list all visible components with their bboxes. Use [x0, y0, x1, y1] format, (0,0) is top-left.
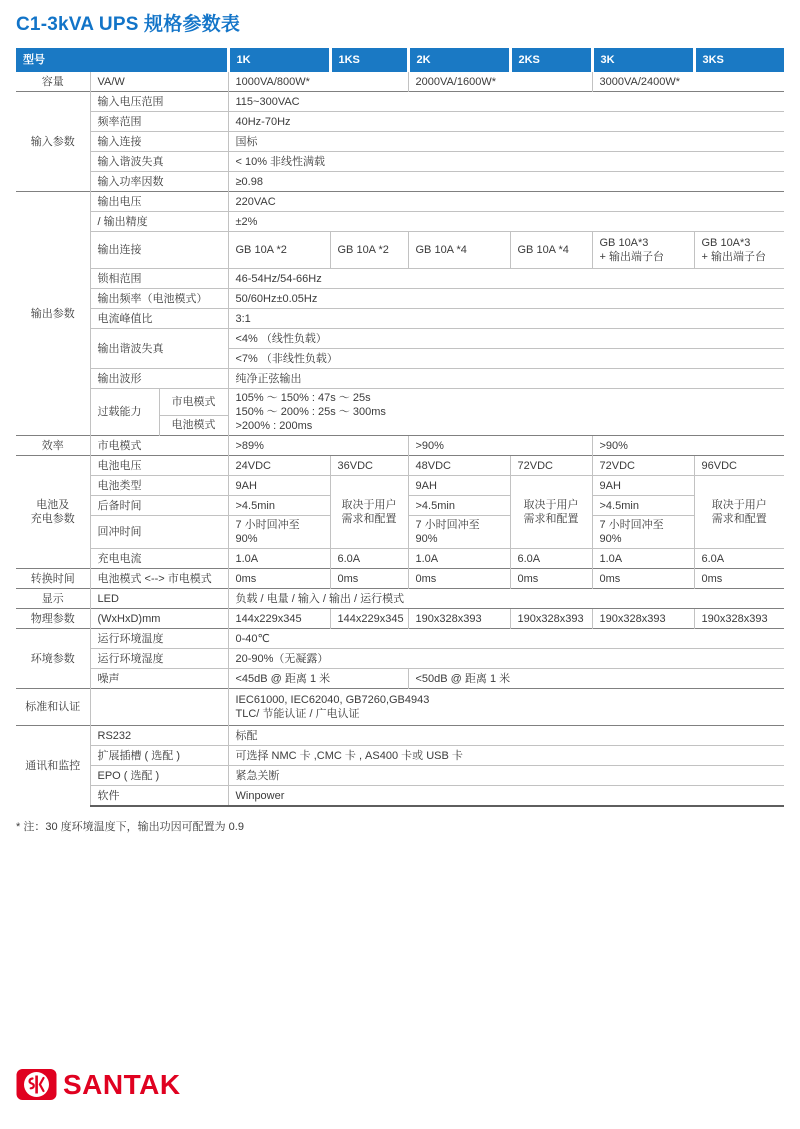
label-cell: 电池类型	[90, 476, 228, 496]
footnote: * 注：30 度环境温度下，输出功因可配置为 0.9	[16, 821, 244, 833]
cell-line: 取决于用户	[341, 499, 397, 511]
label-cell: 输出波形	[90, 369, 228, 389]
value-cell: 纯净正弦输出	[228, 369, 784, 389]
sublabel-cell: 市电模式	[159, 389, 228, 416]
value-cell: 2000VA/1600W*	[408, 72, 592, 92]
sublabel-cell	[330, 476, 408, 549]
santak-logo-wordmark: SANTAK	[63, 1068, 181, 1100]
value-cell: 190x328x393	[694, 609, 784, 629]
label-cell: VA/W	[90, 72, 228, 92]
model-column-header: 3K	[592, 48, 694, 72]
value-cell: 72VDC	[510, 456, 592, 476]
spec-table-body	[16, 48, 784, 806]
sublabel-cell: 电池模式	[159, 415, 228, 435]
category-cell: 标准和认证	[16, 689, 90, 726]
cell-line: 105% ～ 150% : 47s ～ 25s	[235, 392, 371, 404]
value-cell: 20-90%（无凝露）	[228, 649, 784, 669]
value-cell: GB 10A *4	[408, 232, 510, 269]
operating-temperature	[16, 629, 784, 649]
label-cell: 市电模式	[90, 436, 228, 456]
value-cell: 50/60Hz±0.05Hz	[228, 289, 784, 309]
standards-certification	[16, 689, 784, 726]
value-cell: >4.5min	[228, 496, 330, 516]
label-cell: 输出频率（电池模式）	[90, 289, 228, 309]
value-cell: >89%	[228, 436, 408, 456]
value-cell: 190x328x393	[592, 609, 694, 629]
value-cell: 72VDC	[592, 456, 694, 476]
label-cell: 充电电流	[90, 549, 228, 569]
value-cell: >4.5min	[408, 496, 510, 516]
expansion-slot	[16, 746, 784, 766]
battery-type	[16, 476, 784, 496]
label-cell: 输出连接	[90, 232, 228, 269]
value-cell: GB 10A *2	[228, 232, 330, 269]
cell-line: TLC/ 节能认证 / 广电认证	[235, 708, 360, 720]
category-output-params: 输出参数	[16, 192, 90, 436]
value-cell: <4% （线性负载）	[228, 329, 784, 349]
battery-voltage	[16, 456, 784, 476]
value-cell: 1.0A	[408, 549, 510, 569]
value-cell	[592, 232, 694, 269]
output-waveform	[16, 369, 784, 389]
output-voltage	[16, 192, 784, 212]
value-cell: <45dB @ 距离 1 米	[228, 669, 408, 689]
value-cell: 标配	[228, 726, 784, 746]
value-cell: GB 10A *4	[510, 232, 592, 269]
value-cell: 46-54Hz/54-66Hz	[228, 269, 784, 289]
value-cell: 0ms	[228, 569, 330, 589]
value-cell: 0ms	[330, 569, 408, 589]
label-cell: 电流峰值比	[90, 309, 228, 329]
sublabel-cell	[510, 476, 592, 549]
value-cell: 0ms	[510, 569, 592, 589]
display-led	[16, 589, 784, 609]
label-cell: 输出谐波失真	[90, 329, 228, 369]
model-column-header: 2K	[408, 48, 510, 72]
value-cell: < 10% 非线性满载	[228, 152, 784, 172]
cell-line: GB 10A*3	[701, 237, 751, 249]
physical-dimensions	[16, 609, 784, 629]
label-cell: 运行环境温度	[90, 629, 228, 649]
label-cell: 输入谐波失真	[90, 152, 228, 172]
noise	[16, 669, 784, 689]
value-cell: 1000VA/800W*	[228, 72, 408, 92]
label-overload: 过载能力	[90, 389, 159, 436]
cell-line: 电池及	[36, 499, 70, 511]
value-cell: 48VDC	[408, 456, 510, 476]
label-cell: 输出电压	[90, 192, 228, 212]
value-cell: 1.0A	[592, 549, 694, 569]
cell-line: IEC61000, IEC62040, GB7260,GB4943	[235, 694, 430, 706]
model-column-header: 2KS	[510, 48, 592, 72]
model-column-header: 1KS	[330, 48, 408, 72]
value-cell: 0ms	[408, 569, 510, 589]
input-connection	[16, 132, 784, 152]
cell-line: + 输出端子台	[599, 251, 664, 263]
value-cell: <7% （非线性负载）	[228, 349, 784, 369]
cell-line: 充电参数	[30, 513, 75, 525]
model-header	[16, 48, 784, 72]
santak-logo	[16, 1068, 181, 1101]
category-cell: 物理参数	[16, 609, 90, 629]
rs232	[16, 726, 784, 746]
page-title: C1-3kVA UPS 规格参数表	[16, 14, 241, 35]
value-cell: >90%	[592, 436, 784, 456]
label-cell: 输入功率因数	[90, 172, 228, 192]
spec-table	[16, 48, 784, 807]
label-cell: 锁相范围	[90, 269, 228, 289]
value-cell: 220VAC	[228, 192, 784, 212]
epo	[16, 766, 784, 786]
category-cell: 转换时间	[16, 569, 90, 589]
input-voltage-range	[16, 92, 784, 112]
cell-line: 需求和配置	[523, 513, 579, 525]
value-cell: 6.0A	[330, 549, 408, 569]
category-environment-params: 环境参数	[16, 629, 90, 689]
input-power-factor	[16, 172, 784, 192]
charge-current	[16, 549, 784, 569]
output-thd-linear	[16, 329, 784, 349]
value-cell: 7 小时回冲至 90%	[228, 516, 330, 549]
value-cell: GB 10A *2	[330, 232, 408, 269]
label-cell: RS232	[90, 726, 228, 746]
value-cell: >90%	[408, 436, 592, 456]
value-cell: 40Hz-70Hz	[228, 112, 784, 132]
value-cell: 3:1	[228, 309, 784, 329]
value-cell: 36VDC	[330, 456, 408, 476]
model-column-header: 3KS	[694, 48, 784, 72]
software	[16, 786, 784, 807]
value-cell: ±2%	[228, 212, 784, 232]
label-cell: 回冲时间	[90, 516, 228, 549]
value-cell: 0-40℃	[228, 629, 784, 649]
output-frequency-battery	[16, 289, 784, 309]
value-cell: >4.5min	[592, 496, 694, 516]
model-column-header: 1K	[228, 48, 330, 72]
value-cell	[228, 689, 784, 726]
label-cell: 电池电压	[90, 456, 228, 476]
value-cell: 96VDC	[694, 456, 784, 476]
label-cell: 噪声	[90, 669, 228, 689]
cell-line: + 输出端子台	[701, 251, 766, 263]
value-cell: 0ms	[694, 569, 784, 589]
empty-label-cell	[90, 689, 228, 726]
value-cell: 6.0A	[694, 549, 784, 569]
value-cell: 9AH	[408, 476, 510, 496]
value-cell: 115~300VAC	[228, 92, 784, 112]
label-cell: LED	[90, 589, 228, 609]
value-cell: 9AH	[592, 476, 694, 496]
output-connections	[16, 232, 784, 269]
cell-line: 取决于用户	[523, 499, 579, 511]
capacity	[16, 72, 784, 92]
label-cell: / 输出精度	[90, 212, 228, 232]
value-cell: 144x229x345	[330, 609, 408, 629]
label-cell: 运行环境湿度	[90, 649, 228, 669]
value-cell: 国标	[228, 132, 784, 152]
overload-line-mode	[16, 389, 784, 416]
value-cell	[694, 232, 784, 269]
label-cell: EPO ( 选配 )	[90, 766, 228, 786]
efficiency	[16, 436, 784, 456]
value-cell: 6.0A	[510, 549, 592, 569]
value-cell: 3000VA/2400W*	[592, 72, 784, 92]
category-comm-monitoring: 通讯和监控	[16, 726, 90, 807]
value-cell: Winpower	[228, 786, 784, 807]
label-cell: (WxHxD)mm	[90, 609, 228, 629]
value-cell: 190x328x393	[510, 609, 592, 629]
value-cell: <50dB @ 距离 1 米	[408, 669, 784, 689]
value-cell: 24VDC	[228, 456, 330, 476]
category-cell: 效率	[16, 436, 90, 456]
output-precision	[16, 212, 784, 232]
model-column-header: 型号	[16, 48, 228, 72]
sublabel-cell	[694, 476, 784, 549]
cell-line: GB 10A*3	[599, 237, 649, 249]
cell-line: 150% ～ 200% : 25s ～ 300ms	[235, 406, 386, 418]
label-cell: 电池模式 <--> 市电模式	[90, 569, 228, 589]
value-cell: 190x328x393	[408, 609, 510, 629]
cell-line: 需求和配置	[711, 513, 767, 525]
crest-factor	[16, 309, 784, 329]
value-cell: 可选择 NMC 卡 ,CMC 卡 , AS400 卡或 USB 卡	[228, 746, 784, 766]
cell-line: >200% : 200ms	[235, 420, 313, 432]
value-cell: 负载 / 电量 / 输入 / 输出 / 运行模式	[228, 589, 784, 609]
input-thd	[16, 152, 784, 172]
value-cell: 紧急关断	[228, 766, 784, 786]
value-cell: 0ms	[592, 569, 694, 589]
value-cell: 9AH	[228, 476, 330, 496]
category-input-params: 输入参数	[16, 92, 90, 192]
santak-logo-icon	[16, 1068, 57, 1101]
label-cell: 后备时间	[90, 496, 228, 516]
operating-humidity	[16, 649, 784, 669]
label-cell: 软件	[90, 786, 228, 807]
value-cell: 7 小时回冲至 90%	[592, 516, 694, 549]
category-cell: 容量	[41, 75, 64, 88]
category-cell: 显示	[16, 589, 90, 609]
transfer-time	[16, 569, 784, 589]
value-cell	[228, 389, 784, 436]
cell-line: 需求和配置	[341, 513, 397, 525]
label-cell: 频率范围	[90, 112, 228, 132]
value-cell: 144x229x345	[228, 609, 330, 629]
category-battery-params	[16, 456, 90, 569]
value-cell: 7 小时回冲至 90%	[408, 516, 510, 549]
label-cell: 扩展插槽 ( 选配 )	[90, 746, 228, 766]
value-cell: 1.0A	[228, 549, 330, 569]
input-frequency-range	[16, 112, 784, 132]
value-cell: ≥0.98	[228, 172, 784, 192]
cell-line: 取决于用户	[711, 499, 767, 511]
phase-lock-range	[16, 269, 784, 289]
label-cell: 输入连接	[90, 132, 228, 152]
label-cell: 输入电压范围	[90, 92, 228, 112]
